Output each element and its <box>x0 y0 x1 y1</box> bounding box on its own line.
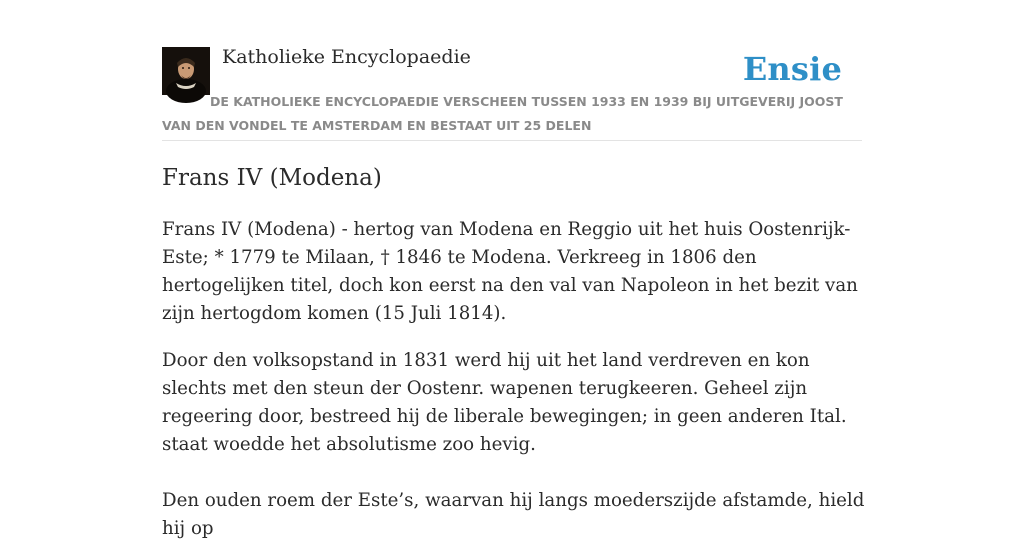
site-tagline: DE KATHOLIEKE ENCYCLOPAEDIE VERSCHEEN TUSSEN 1933 EN 1939 BIJ UITGEVERIJ JOOST VAN DEN VONDEL TE AMSTERDAM EN BESTAAT UIT 25 DELEN <box>162 94 843 133</box>
article-paragraph: Den ouden roem der Este’s, waarvan hij langs moederszijde afstamde, hield hij op <box>162 490 865 539</box>
article <box>162 160 866 543</box>
article-paragraph: Door den volksopstand in 1831 werd hij uit het land verdreven en kon slechts met den steun der Oostenr. wapenen terugkeeren. Geheel zijn regeering door, bestreed hij de liberale bewegingen; in geen anderen Ital. staat woedde het absolutisme zoo hevig. <box>162 350 847 455</box>
article-paragraph: Frans IV (Modena) - hertog van Modena en Reggio uit het huis Oostenrijk-Este; * 1779 te Milaan, † 1846 te Modena. Verkreeg in 1806 den hertogelijken titel, doch kon eerst na den val van Napoleon in het bezit van zijn hertogdom komen (15 Juli 1814). <box>162 219 858 324</box>
site-title[interactable]: Katholieke Encyclopaedie <box>222 46 471 68</box>
brand-logo[interactable]: Ensie <box>742 50 842 88</box>
article-title: Frans IV (Modena) <box>162 165 382 191</box>
site-header <box>162 44 862 141</box>
portrait-avatar-icon[interactable] <box>162 47 210 95</box>
